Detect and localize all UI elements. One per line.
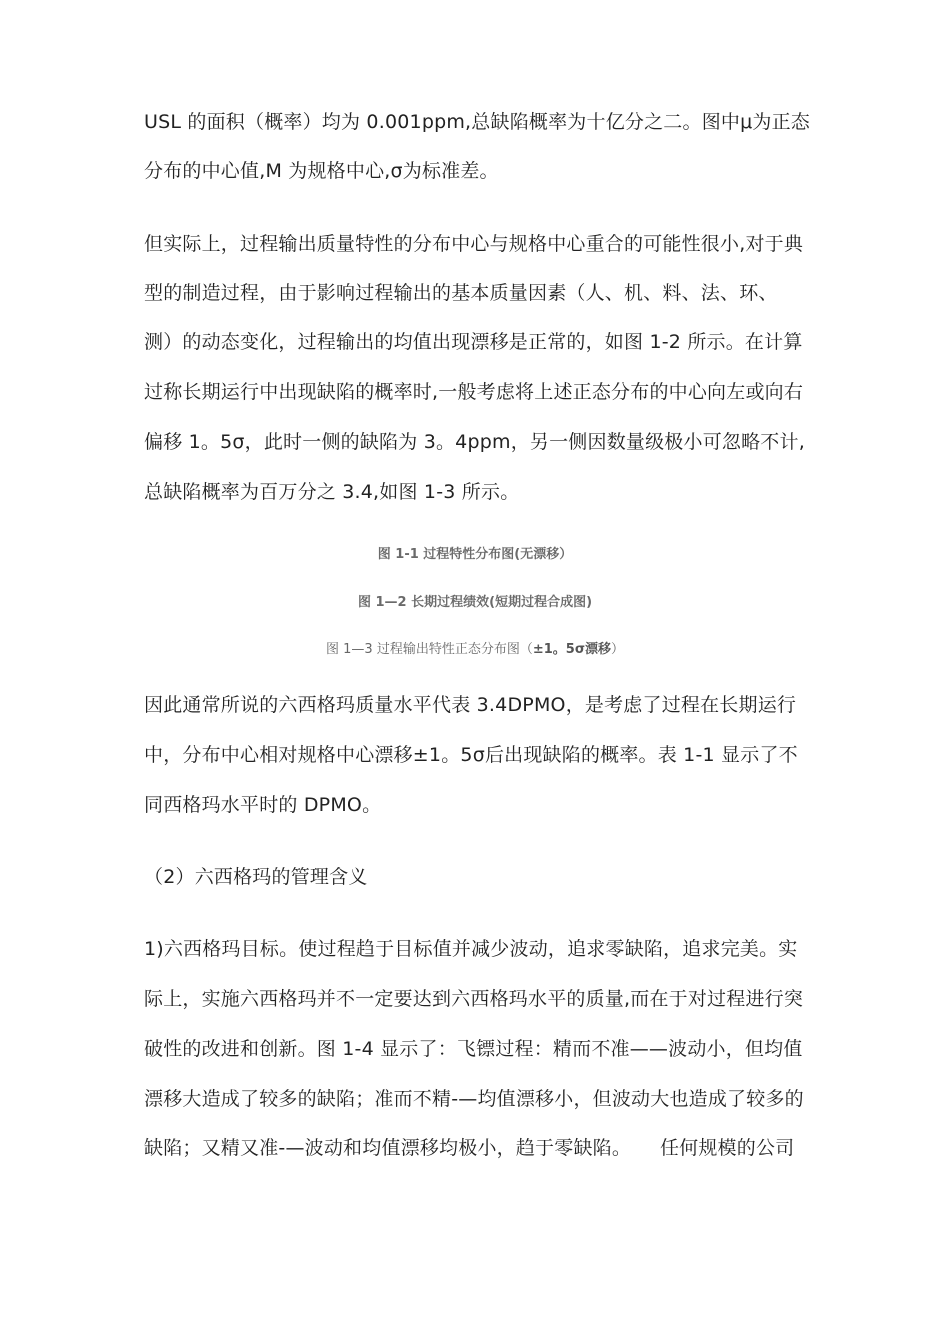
figure-1-3-caption-prefix: 图 1—3 过程输出特性正态分布图（ bbox=[326, 642, 533, 657]
figure-1-1-caption: 图 1-1 过程特性分布图(无漂移） bbox=[377, 547, 573, 562]
paragraph-3-line-3: 同西格玛水平时的 DPMO。 bbox=[144, 794, 382, 816]
paragraph-2-line-1: 但实际上，过程输出质量特性的分布中心与规格中心重合的可能性很小,对于典 bbox=[144, 233, 804, 255]
figure-1-3-caption-suffix: ） bbox=[610, 642, 624, 657]
paragraph-2-line-2: 型的制造过程，由于影响过程输出的基本质量因素（人、机、料、法、环、 bbox=[144, 282, 778, 304]
paragraph-5-line-4: 漂移大造成了较多的缺陷；准而不精-—均值漂移小，但波动大也造成了较多的 bbox=[144, 1088, 804, 1110]
paragraph-3-line-1: 因此通常所说的六西格玛质量水平代表 3.4DPMO，是考虑了过程在长期运行 bbox=[144, 694, 797, 716]
figure-1-3-caption-bold: ±1。5σ漂移 bbox=[532, 642, 611, 657]
paragraph-5-line-2: 际上，实施六西格玛并不一定要达到六西格玛水平的质量,而在于对过程进行突 bbox=[144, 988, 804, 1010]
paragraph-1-line-1: USL 的面积（概率）均为 0.001ppm,总缺陷概率为十亿分之二。图中μ为正态 bbox=[144, 111, 810, 133]
section-heading: （2）六西格玛的管理含义 bbox=[144, 866, 368, 888]
paragraph-5-line-5: 缺陷；又精又准-—波动和均值漂移均极小，趋于零缺陷。 任何规模的公司 bbox=[144, 1137, 795, 1159]
paragraph-2-line-5: 偏移 1。5σ，此时一侧的缺陷为 3。4ppm，另一侧因数量级极小可忽略不计, bbox=[144, 431, 805, 453]
paragraph-5-line-3: 破性的改进和创新。图 1-4 显示了：飞镖过程：精而不准——波动小，但均值 bbox=[144, 1038, 803, 1060]
figure-1-3-caption bbox=[0, 641, 950, 659]
figure-1-2-caption: 图 1—2 长期过程绩效(短期过程合成图) bbox=[357, 595, 593, 610]
paragraph-1-line-2: 分布的中心值,M 为规格中心,σ为标准差。 bbox=[144, 160, 499, 182]
paragraph-5-line-1: 1)六西格玛目标。使过程趋于目标值并减少波动，追求零缺陷，追求完美。实 bbox=[144, 938, 798, 960]
paragraph-3-line-2: 中，分布中心相对规格中心漂移±1。5σ后出现缺陷的概率。表 1-1 显示了不 bbox=[144, 744, 798, 766]
paragraph-2-line-3: 测）的动态变化，过程输出的均值出现漂移是正常的，如图 1-2 所示。在计算 bbox=[144, 331, 803, 353]
paragraph-2-line-6: 总缺陷概率为百万分之 3.4,如图 1-3 所示。 bbox=[144, 481, 520, 503]
paragraph-2-line-4: 过称长期运行中出现缺陷的概率时,一般考虑将上述正态分布的中心向左或向右 bbox=[144, 381, 804, 403]
